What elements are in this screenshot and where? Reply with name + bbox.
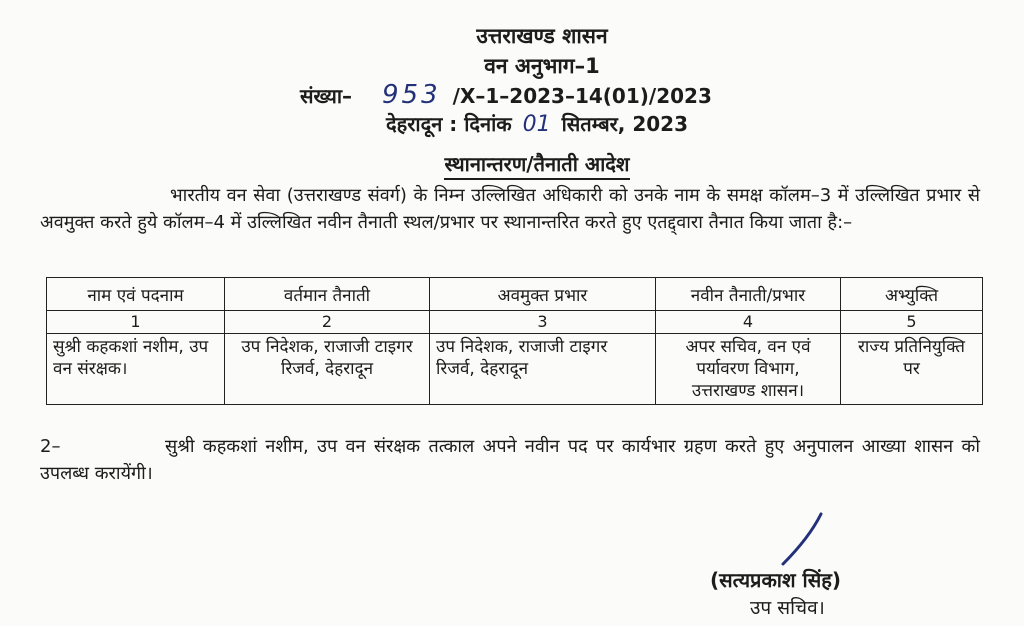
column-number: 5 [841, 311, 983, 334]
org-heading: उत्तराखण्ड शासन [476, 24, 608, 48]
column-number: 4 [656, 311, 841, 334]
column-number: 3 [430, 311, 656, 334]
cell-relieved-charge: उप निदेशक, राजाजी टाइगर रिजर्व, देहरादून [430, 334, 656, 405]
ref-label: संख्या– [300, 84, 352, 108]
paragraph-2 [40, 433, 980, 487]
date-suffix: सितम्बर, 2023 [561, 112, 689, 136]
table-row [47, 334, 983, 405]
table-header-cell: नाम एवं पदनाम [47, 278, 225, 311]
table-header-cell: नवीन तैनाती/प्रभार [656, 278, 841, 311]
column-number: 1 [47, 311, 225, 334]
table-header-cell: अवमुक्त प्रभार [430, 278, 656, 311]
column-number: 2 [225, 311, 430, 334]
date-line [0, 110, 1024, 137]
signature-mark [777, 510, 837, 570]
paragraph-2-number: 2– [40, 436, 61, 457]
ref-handwritten-number: 953 [382, 80, 441, 110]
order-title-text: स्थानान्तरण/तैनाती आदेश [444, 152, 629, 180]
order-title [0, 150, 1024, 177]
department-heading: वन अनुभाग–1 [484, 54, 600, 78]
paragraph-1: भारतीय वन सेवा (उत्तराखण्ड संवर्ग) के निम्न उल्लिखित अधिकारी को उनके नाम के समक्ष कॉलम–3 में उल्लिखित प्रभार से अवमुक्त करते हुये कॉलम–4 में उल्लिखित नवीन तैनाती स्थल/प्रभार पर स्थानान्तरित करते हुए एतद्द्वारा तैनात किया जाता है:– [40, 185, 980, 233]
signer-name: (सत्यप्रकाश सिंह) [710, 568, 842, 592]
cell-remarks: राज्य प्रतिनियुक्ति पर [841, 334, 983, 405]
ref-suffix: /X–1–2023–14(01)/2023 [452, 84, 712, 108]
table-number-row [47, 311, 983, 334]
table-header-cell: अभ्युक्ति [841, 278, 983, 311]
transfer-table [46, 277, 983, 405]
reference-number [300, 80, 712, 110]
cell-name-designation: सुश्री कहकशां नशीम, उप वन संरक्षक। [47, 334, 225, 405]
table-header-cell: वर्तमान तैनाती [225, 278, 430, 311]
date-handwritten-day: 01 [522, 112, 551, 137]
date-prefix: देहरादून : दिनांक [385, 112, 512, 136]
cell-new-posting: अपर सचिव, वन एवं पर्यावरण विभाग, उत्तराखण्ड शासन। [656, 334, 841, 405]
table-header-row [47, 278, 983, 311]
paragraph-2-text: सुश्री कहकशां नशीम, उप वन संरक्षक तत्काल अपने नवीन पद पर कार्यभार ग्रहण करते हुए अनुपालन आख्या शासन को उपलब्ध करायेंगी। [40, 436, 980, 484]
cell-current-posting: उप निदेशक, राजाजी टाइगर रिजर्व, देहरादून [225, 334, 430, 405]
signer-designation: उप सचिव। [750, 597, 825, 619]
